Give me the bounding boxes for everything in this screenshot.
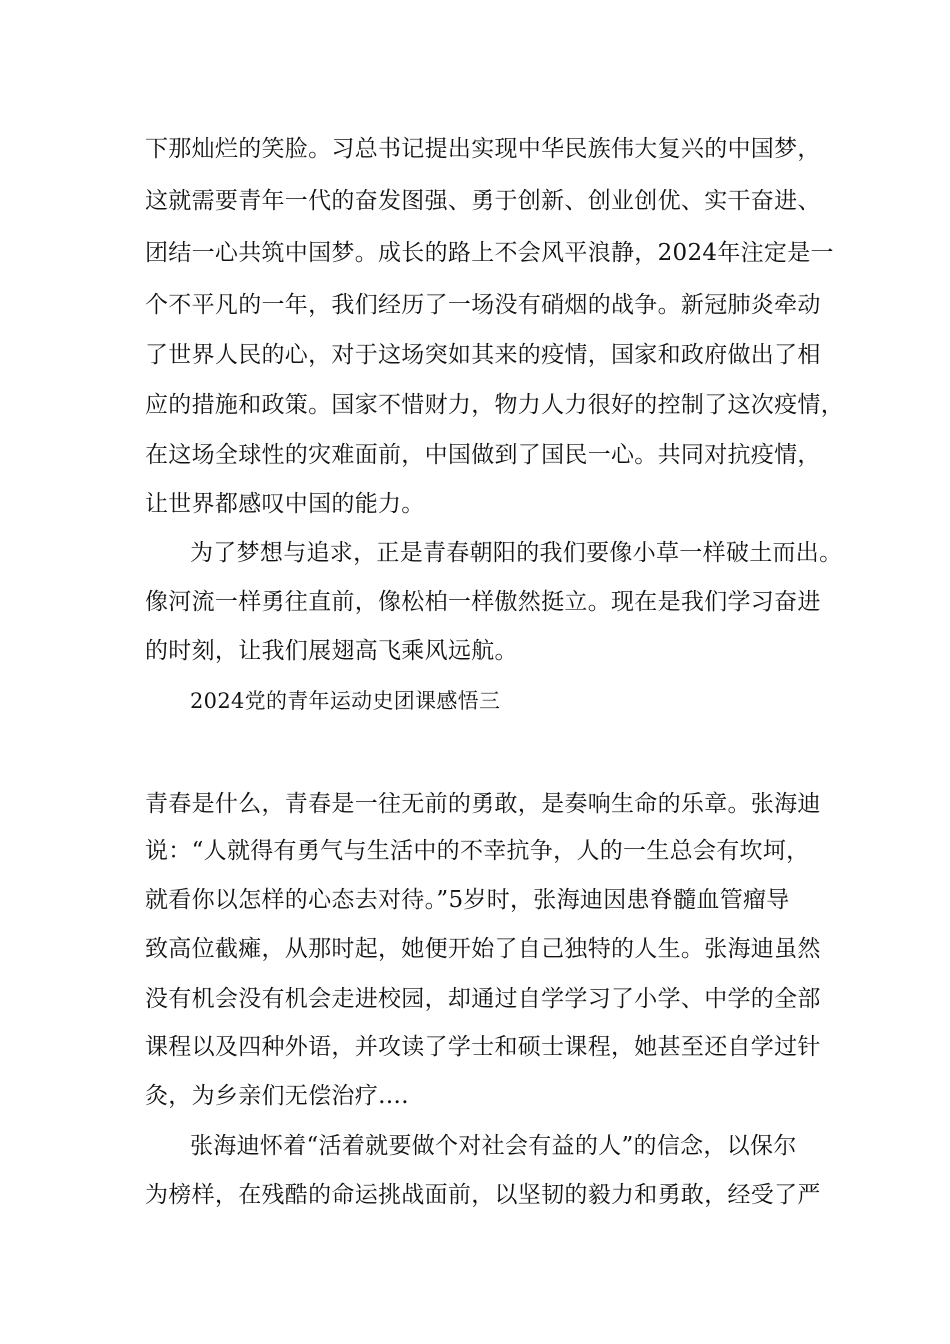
paragraph-first-line: 张海迪怀着“活着就要做个对社会有益的人”的信念，以保尔 <box>190 1133 797 1159</box>
text-line: 下那灿烂的笑脸。习总书记提出实现中华民族伟大复兴的中国梦， <box>145 136 821 162</box>
text-line: 青春是什么，青春是一往无前的勇敢，是奏响生命的乐章。张海迪 <box>145 791 821 817</box>
text-line: 这就需要青年一代的奋发图强、勇于创新、创业创优、实干奋进、 <box>145 188 821 214</box>
section-title: 2024党的青年运动史团课感悟三 <box>190 689 501 713</box>
text-line: 的时刻，让我们展翅高飞乘风远航。 <box>145 638 518 664</box>
text-line: 在这场全球性的灾难面前，中国做到了国民一心。共同对抗疫情， <box>145 442 821 468</box>
text-line: 团结一心共筑中国梦。成长的路上不会风平浪静，2024年注定是一 <box>145 240 834 266</box>
text-line: 个不平凡的一年，我们经历了一场没有硝烟的战争。新冠肺炎牵动 <box>145 292 821 318</box>
text-line: 灸，为乡亲们无偿治疗…. <box>145 1083 409 1109</box>
text-line: 让世界都感叹中国的能力。 <box>145 491 425 517</box>
paragraph-first-line: 为了梦想与追求，正是青春朝阳的我们要像小草一样破土而出。 <box>190 540 843 566</box>
text-line: 致高位截瘫，从那时起，她便开始了自己独特的人生。张海迪虽然 <box>145 936 821 962</box>
text-line: 说：“人就得有勇气与生活中的不幸抗争，人的一生总会有坎坷， <box>145 838 810 864</box>
text-line: 为榜样，在残酷的命运挑战面前，以坚韧的毅力和勇敢，经受了严 <box>145 1182 821 1208</box>
text-line: 就看你以怎样的心态去对待。”5岁时，张海迪因患脊髓血管瘤导 <box>145 887 790 913</box>
text-line: 了世界人民的心，对于这场突如其来的疫情，国家和政府做出了相 <box>145 342 821 368</box>
text-line: 课程以及四种外语，并攻读了学士和硕士课程，她甚至还自学过针 <box>145 1034 821 1060</box>
text-line: 应的措施和政策。国家不惜财力，物力人力很好的控制了这次疫情， <box>145 392 844 418</box>
text-line: 像河流一样勇往直前，像松柏一样傲然挺立。现在是我们学习奋进 <box>145 589 821 615</box>
text-line: 没有机会没有机会走进校园，却通过自学学习了小学、中学的全部 <box>145 986 821 1012</box>
